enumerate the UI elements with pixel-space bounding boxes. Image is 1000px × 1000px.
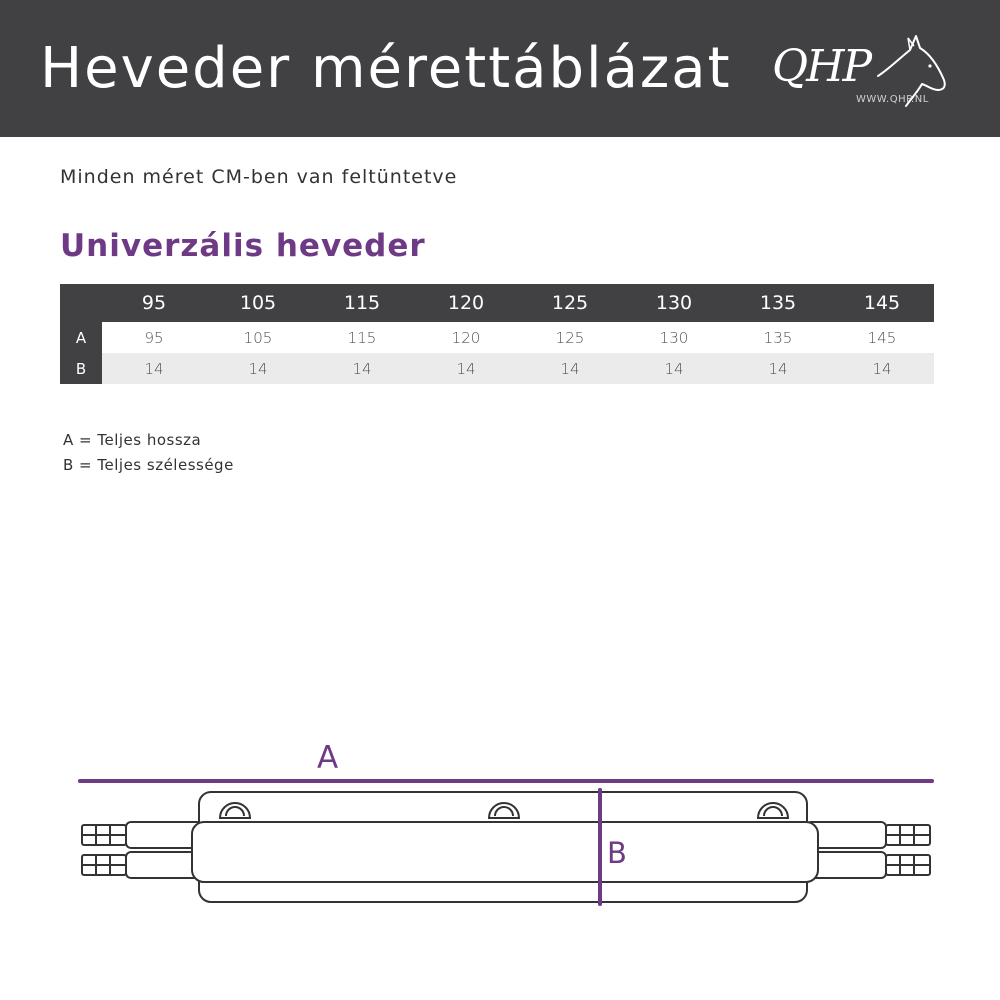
size-header: 115	[310, 284, 414, 322]
size-header: 145	[830, 284, 934, 322]
qhp-logo	[760, 28, 960, 118]
size-table	[60, 284, 934, 384]
page-title: Heveder mérettáblázat	[40, 36, 732, 101]
size-header: 135	[726, 284, 830, 322]
corner-cell	[60, 284, 102, 322]
legend	[63, 428, 234, 478]
row-label-b: B	[60, 353, 102, 384]
dimension-label-b: B	[607, 836, 627, 870]
table-cell: 115	[310, 322, 414, 353]
table-row-b	[60, 353, 934, 384]
table-cell: 125	[518, 322, 622, 353]
girth-front-panel	[192, 822, 818, 882]
units-note: Minden méret CM-ben van feltüntetve	[60, 166, 458, 188]
table-cell: 14	[414, 353, 518, 384]
table-cell: 120	[414, 322, 518, 353]
table-cell: 130	[622, 322, 726, 353]
strap-left-bottom	[126, 852, 202, 878]
table-cell: 14	[726, 353, 830, 384]
dimension-label-a: A	[317, 740, 339, 776]
table-cell: 14	[518, 353, 622, 384]
logo-url: WWW.QHP.NL	[856, 94, 929, 105]
buckle-icon	[886, 855, 930, 875]
table-cell: 135	[726, 322, 830, 353]
header-bar	[0, 0, 1000, 137]
table-cell: 14	[102, 353, 206, 384]
size-header: 120	[414, 284, 518, 322]
size-header: 125	[518, 284, 622, 322]
logo-text: QHP	[772, 41, 871, 92]
legend-b: B = Teljes szélessége	[63, 456, 234, 474]
strap-left-top	[126, 822, 202, 848]
table-cell: 14	[830, 353, 934, 384]
table-cell: 14	[622, 353, 726, 384]
girth-diagram	[0, 730, 1000, 930]
buckle-icon	[82, 825, 126, 845]
section-title: Univerzális heveder	[60, 228, 426, 264]
table-row-a	[60, 322, 934, 353]
size-header: 105	[206, 284, 310, 322]
table-cell: 14	[206, 353, 310, 384]
table-cell: 95	[102, 322, 206, 353]
table-cell: 14	[310, 353, 414, 384]
buckle-icon	[82, 855, 126, 875]
row-label-a: A	[60, 322, 102, 353]
size-header: 95	[102, 284, 206, 322]
table-cell: 145	[830, 322, 934, 353]
table-cell: 105	[206, 322, 310, 353]
buckle-icon	[886, 825, 930, 845]
legend-a: A = Teljes hossza	[63, 431, 202, 449]
size-header-row	[60, 284, 934, 322]
size-header: 130	[622, 284, 726, 322]
